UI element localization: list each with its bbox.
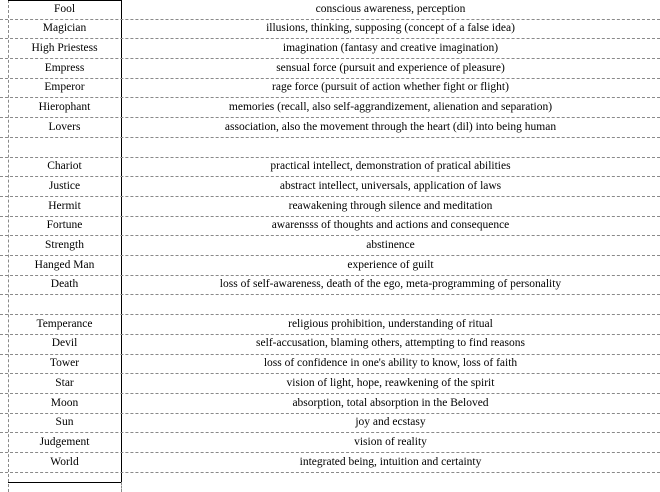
table-row	[0, 197, 660, 217]
arcana-name-cell[interactable]: World	[50, 455, 79, 468]
arcana-description-cell[interactable]: loss of confidence in one's ability to know, loss of faith	[263, 357, 518, 370]
table-row	[0, 59, 660, 79]
table-row	[0, 20, 660, 40]
arcana-name-cell[interactable]: Fortune	[46, 219, 83, 232]
table-row	[0, 79, 660, 99]
arcana-description-cell[interactable]	[121, 296, 660, 315]
arcana-description-cell[interactable]: illusions, thinking, supposing (concept of a false idea)	[266, 22, 515, 35]
arcana-name-cell[interactable]: Chariot	[47, 160, 82, 173]
arcana-description-cell[interactable]: abstract intellect, universals, application of laws	[279, 179, 502, 192]
arcana-name-cell[interactable]: Tower	[49, 357, 80, 370]
arcana-description-cell[interactable]: religious prohibition, understanding of ritual	[288, 317, 493, 330]
arcana-description-cell[interactable]: loss of self-awareness, death of the ego, meta-programming of personality	[219, 278, 562, 291]
table-row	[0, 118, 660, 138]
arcana-description-cell[interactable]: joy and ecstasy	[355, 416, 426, 429]
arcana-description-cell[interactable]: vision of reality	[354, 435, 427, 448]
arcana-description-cell[interactable]: memories (recall, also self-aggrandizement, alienation and separation)	[228, 101, 553, 114]
arcana-description-cell[interactable]: sensual force (pursuit and experience of pleasure)	[276, 61, 505, 74]
arcana-name-cell[interactable]: Fool	[53, 2, 76, 15]
arcana-name-cell[interactable]: Lovers	[48, 120, 81, 133]
table-row	[0, 335, 660, 355]
table-row	[0, 296, 660, 316]
arcana-description-cell[interactable]: practical intellect, demonstration of pratical abilities	[270, 160, 511, 173]
arcana-description-cell[interactable]: integrated being, intuition and certainty	[299, 455, 482, 468]
arcana-name-cell[interactable]: Devil	[51, 337, 78, 350]
arcana-description-cell[interactable]: conscious awareness, perception	[315, 2, 466, 15]
arcana-name-cell[interactable]: Strength	[45, 238, 84, 251]
arcana-name-cell[interactable]: Magician	[42, 22, 87, 35]
arcana-description-cell[interactable]: absorption, total absorption in the Beloved	[292, 396, 489, 409]
table-row	[0, 0, 660, 20]
table-row	[0, 217, 660, 237]
arcana-name-cell[interactable]: Temperance	[36, 317, 93, 330]
arcana-name-cell[interactable]: Hanged Man	[34, 258, 95, 271]
arcana-description-cell[interactable]: vision of light, hope, reawkening of the spirit	[286, 376, 495, 389]
arcana-name-cell[interactable]: High Priestess	[31, 41, 98, 54]
arcana-description-cell[interactable]: rage force (pursuit of action whether fight or flight)	[272, 81, 509, 94]
table-row	[0, 414, 660, 434]
table-row	[0, 315, 660, 335]
arcana-name-cell[interactable]: Death	[50, 278, 79, 291]
table-row	[0, 433, 660, 453]
table-row	[0, 276, 660, 296]
arcana-name-cell[interactable]: Moon	[50, 396, 79, 409]
arcana-name-cell[interactable]	[8, 138, 121, 157]
arcana-description-cell[interactable]: awarensss of thoughts and actions and consequence	[271, 219, 510, 232]
arcana-name-cell[interactable]: Emperor	[44, 81, 85, 94]
arcana-description-cell[interactable]: abstinence	[366, 238, 415, 251]
arcana-description-cell[interactable]: reawakening through silence and meditation	[288, 199, 493, 212]
arcana-description-cell[interactable]: imagination (fantasy and creative imagination)	[282, 41, 499, 54]
table-row	[0, 138, 660, 158]
table-row	[0, 394, 660, 414]
arcana-description-cell[interactable]	[121, 138, 660, 157]
arcana-name-cell[interactable]: Empress	[44, 61, 85, 74]
table-row	[0, 236, 660, 256]
arcana-description-cell[interactable]: association, also the movement through the heart (dil) into being human	[224, 120, 557, 133]
table-row	[0, 39, 660, 59]
table-row	[0, 374, 660, 394]
name-column-bottom-border	[8, 482, 121, 483]
table-row	[0, 158, 660, 178]
arcana-name-cell[interactable]: Sun	[55, 416, 74, 429]
column-divider-tail	[121, 482, 122, 492]
arcana-name-cell[interactable]: Judgement	[39, 435, 90, 448]
table-row	[0, 256, 660, 276]
arcana-description-cell[interactable]: self-accusation, blaming others, attempting to find reasons	[256, 337, 525, 350]
arcana-name-cell[interactable]: Hierophant	[38, 101, 91, 114]
arcana-name-cell[interactable]	[8, 296, 121, 315]
table-row	[0, 99, 660, 119]
table-row	[0, 355, 660, 375]
table-row	[0, 177, 660, 197]
arcana-name-cell[interactable]: Hermit	[48, 199, 81, 212]
table-row	[0, 453, 660, 473]
arcana-name-cell[interactable]: Star	[55, 376, 74, 389]
arcana-name-cell[interactable]: Justice	[48, 179, 81, 192]
arcana-description-cell[interactable]: experience of guilt	[347, 258, 434, 271]
